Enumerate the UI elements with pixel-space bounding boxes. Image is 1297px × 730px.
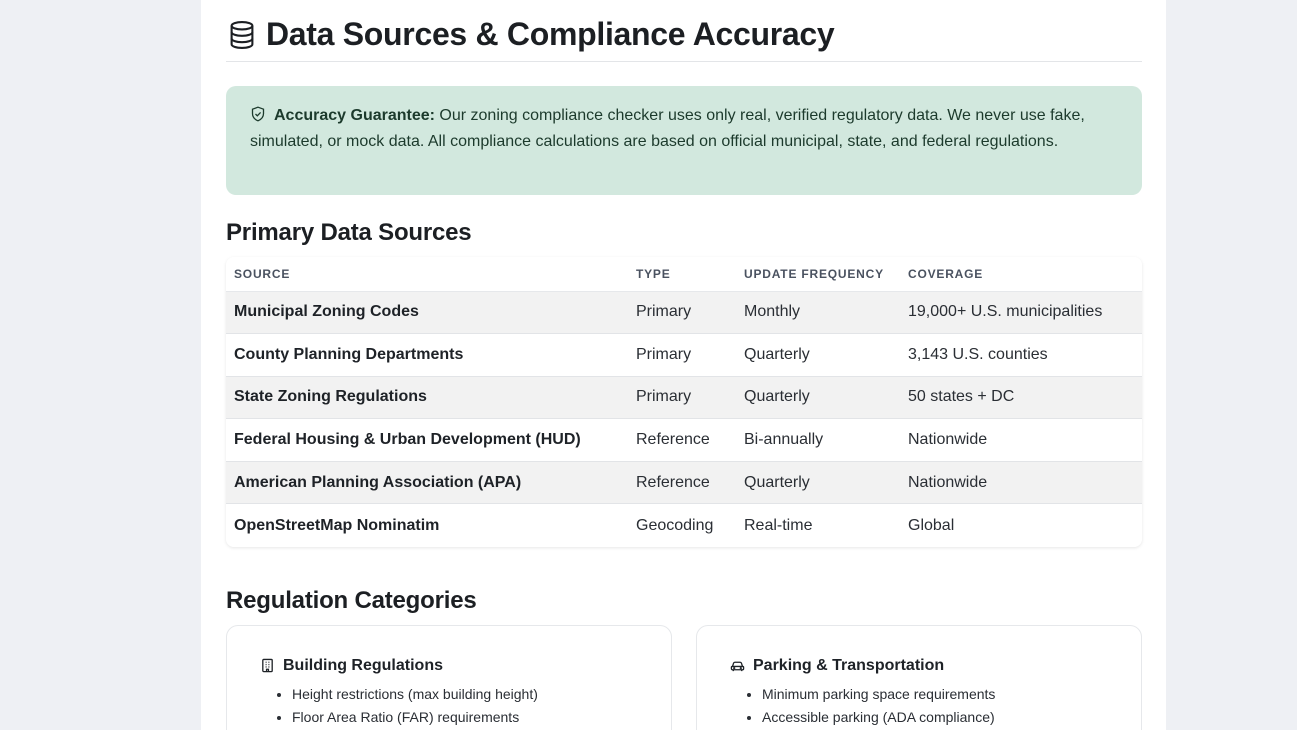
- source-cell: Federal Housing & Urban Development (HUD): [226, 419, 628, 462]
- content-panel: [201, 0, 1166, 730]
- frequency-cell: Quarterly: [736, 376, 900, 419]
- table-row: [226, 461, 1142, 504]
- table-row: [226, 334, 1142, 377]
- coverage-cell: Nationwide: [900, 461, 1142, 504]
- page-title: Data Sources & Compliance Accuracy: [266, 16, 835, 52]
- categories-title: Regulation Categories: [226, 586, 477, 614]
- coverage-cell: Nationwide: [900, 419, 1142, 462]
- list-item: • Accessible parking (ADA compliance): [762, 706, 1108, 729]
- building-icon: [260, 658, 275, 673]
- type-cell: Primary: [628, 376, 736, 419]
- card-title: Building Regulations: [283, 656, 443, 674]
- car-icon: [730, 658, 745, 673]
- page-header: [226, 0, 1142, 62]
- table-row: [226, 291, 1142, 334]
- source-cell: Municipal Zoning Codes: [226, 291, 628, 334]
- alert-text: Our zoning compliance checker uses only real, verified regulatory data. We never use fake, simulated, or mock data. All compliance calculations are based on official municipal, state, and federal regulations.: [250, 107, 1085, 150]
- type-cell: Primary: [628, 291, 736, 334]
- shield-check-icon: [250, 106, 266, 122]
- source-cell: OpenStreetMap Nominatim: [226, 504, 628, 547]
- column-header: UPDATE FREQUENCY: [736, 257, 900, 291]
- column-header: TYPE: [628, 257, 736, 291]
- type-cell: Geocoding: [628, 504, 736, 547]
- database-icon: [228, 20, 256, 50]
- frequency-cell: Bi-annually: [736, 419, 900, 462]
- sources-title: Primary Data Sources: [226, 219, 472, 246]
- table-row: [226, 376, 1142, 419]
- list-item: • Floor Area Ratio (FAR) requirements: [292, 706, 638, 729]
- card-list: [260, 683, 638, 729]
- type-cell: Reference: [628, 419, 736, 462]
- table-header-row: [226, 257, 1142, 291]
- frequency-cell: Quarterly: [736, 334, 900, 377]
- coverage-cell: Global: [900, 504, 1142, 547]
- source-cell: State Zoning Regulations: [226, 376, 628, 419]
- coverage-cell: 50 states + DC: [900, 376, 1142, 419]
- card-title: Parking & Transportation: [753, 656, 945, 674]
- sources-table: [226, 257, 1142, 547]
- table-row: [226, 419, 1142, 462]
- coverage-cell: 3,143 U.S. counties: [900, 334, 1142, 377]
- accuracy-alert: [226, 86, 1142, 195]
- source-cell: County Planning Departments: [226, 334, 628, 377]
- list-item: • Height restrictions (max building height): [292, 683, 638, 706]
- frequency-cell: Quarterly: [736, 461, 900, 504]
- frequency-cell: Monthly: [736, 291, 900, 334]
- coverage-cell: 19,000+ U.S. municipalities: [900, 291, 1142, 334]
- card-header: [260, 657, 638, 675]
- list-item: • Minimum parking space requirements: [762, 683, 1108, 706]
- column-header: COVERAGE: [900, 257, 1142, 291]
- card-header: [730, 657, 1108, 675]
- card-list: [730, 683, 1108, 729]
- category-card-building: [226, 625, 672, 730]
- type-cell: Reference: [628, 461, 736, 504]
- table-row: [226, 504, 1142, 547]
- column-header: SOURCE: [226, 257, 628, 291]
- category-cards: [226, 625, 1142, 730]
- source-cell: American Planning Association (APA): [226, 461, 628, 504]
- alert-label: Accuracy Guarantee:: [274, 107, 435, 124]
- frequency-cell: Real-time: [736, 504, 900, 547]
- category-card-parking: [696, 625, 1142, 730]
- type-cell: Primary: [628, 334, 736, 377]
